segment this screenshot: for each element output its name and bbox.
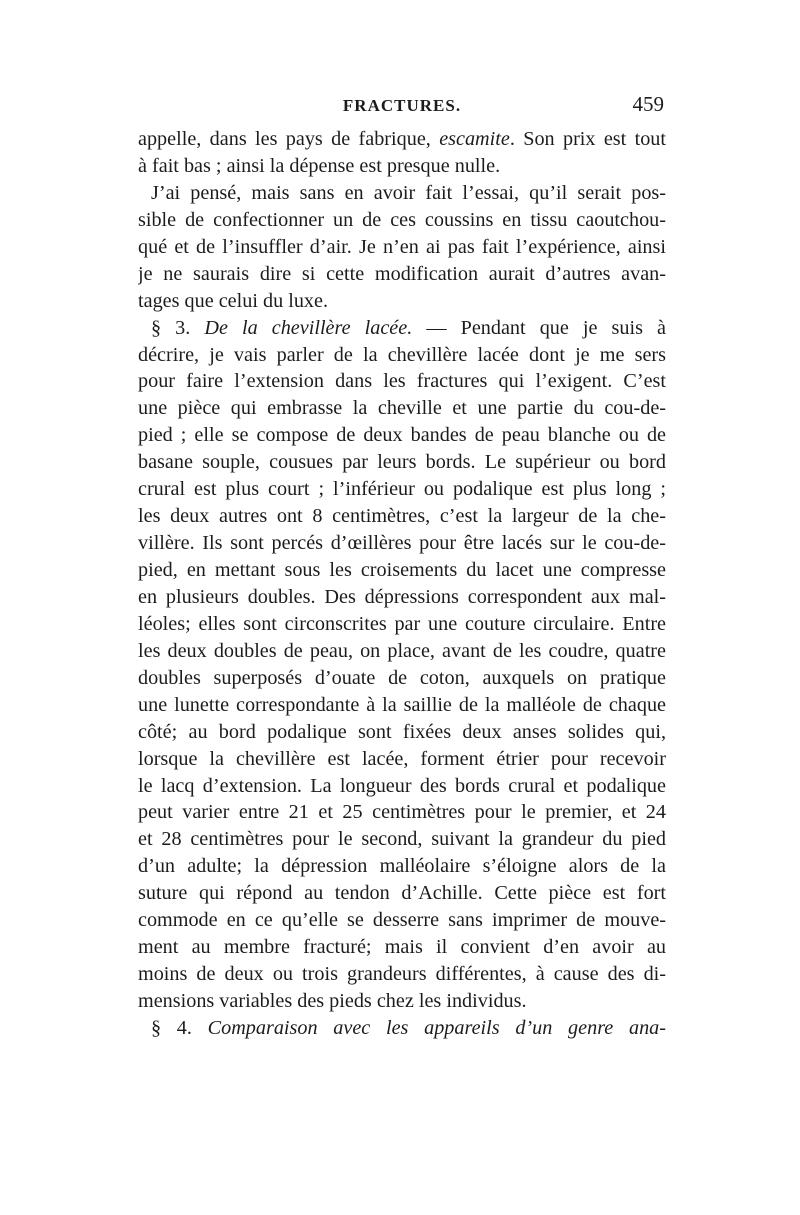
italic-text: escamite	[439, 128, 510, 150]
text-line	[138, 261, 666, 288]
text-segment: basane souple, cousues par leurs bords. Le supérieur ou bord	[138, 451, 666, 474]
text-segment: ment au membre fracturé; mais il convient d’en avoir au	[138, 936, 666, 959]
italic-text: Comparaison avec les appareils d’un genre ana-	[207, 1016, 666, 1039]
text-line	[138, 880, 666, 907]
text-line	[138, 773, 666, 800]
text-line	[138, 449, 666, 476]
text-line	[138, 557, 666, 584]
text-segment: tages que celui du luxe.	[138, 289, 329, 312]
text-segment: une lunette correspondante à la saillie de la malléole de chaque	[138, 693, 666, 716]
text-segment: pied, en mettant sous les croisements du lacet une compresse	[138, 559, 666, 581]
text-line	[138, 422, 666, 449]
text-segment: appelle, dans les pays de fabrique,	[138, 128, 440, 150]
text-segment: peut varier entre 21 et 25 centimètres pour le premier, et 24	[138, 801, 666, 824]
text-segment: à fait bas ; ainsi la dépense est presque nulle.	[138, 154, 501, 177]
running-title: FRACTURES.	[342, 96, 462, 115]
text-line	[138, 288, 666, 315]
text-segment: crural est plus court ; l’inférieur ou podalique est plus long ;	[138, 478, 666, 501]
text-line	[138, 207, 666, 234]
text-segment: le lacq d’extension. La longueur des bords crural et podalique	[138, 774, 666, 797]
text-line	[138, 584, 666, 611]
text-segment: moins de deux ou trois grandeurs différentes, à cause des di-	[138, 963, 666, 986]
text-segment: côté; au bord podalique sont fixées deux anses solides qui,	[138, 720, 666, 743]
text-line	[138, 853, 666, 880]
text-segment: et 28 centimètres pour le second, suivant la grandeur du pied	[138, 828, 666, 851]
text-line	[138, 719, 666, 746]
body-text	[138, 126, 666, 1042]
text-line	[138, 395, 666, 422]
text-segment: sible de confectionner un de ces coussins en tissu caoutchou-	[138, 208, 666, 231]
text-line	[138, 611, 666, 638]
text-line	[138, 368, 666, 395]
text-segment: J’ai pensé, mais sans en avoir fait l’essai, qu’il serait pos-	[151, 181, 666, 204]
running-head	[138, 92, 666, 122]
italic-text: De la chevillère lacée.	[204, 316, 413, 339]
text-line	[138, 826, 666, 853]
text-line	[138, 180, 666, 207]
text-line	[138, 315, 666, 342]
text-line	[138, 503, 666, 530]
text-segment: les deux doubles de peau, on place, avant de les coudre, quatre	[138, 639, 666, 662]
text-line	[138, 961, 666, 988]
text-line	[138, 342, 666, 369]
text-line	[138, 692, 666, 719]
text-line	[138, 234, 666, 261]
text-line	[138, 799, 666, 826]
text-segment: doubles superposés d’ouate de coton, auxquels on pratique	[138, 666, 666, 689]
text-segment: . Son prix est tout	[509, 128, 666, 150]
text-segment: suture qui répond au tendon d’Achille. Cette pièce est fort	[138, 882, 666, 905]
text-line	[138, 988, 666, 1015]
text-segment: — Pendant que je suis à	[412, 316, 666, 339]
text-segment: villère. Ils sont percés d’œillères pour être lacés sur le cou-de-	[138, 532, 666, 555]
text-segment: d’un adulte; la dépression malléolaire s’éloigne alors de la	[138, 855, 666, 878]
text-segment: je ne saurais dire si cette modification aurait d’autres avan-	[138, 262, 666, 285]
text-line	[138, 746, 666, 773]
text-segment: commode en ce qu’elle se desserre sans imprimer de mouve-	[138, 909, 666, 932]
text-segment: une pièce qui embrasse la cheville et une partie du cou-de-	[138, 397, 666, 420]
text-segment: qué et de l’insuffler d’air. Je n’en ai pas fait l’expérience, ainsi	[138, 235, 666, 258]
text-segment: § 3.	[151, 316, 205, 339]
text-segment: décrire, je vais parler de la chevillère lacée dont je me sers	[138, 343, 666, 366]
text-segment: § 4.	[151, 1016, 208, 1039]
text-line	[138, 665, 666, 692]
text-line	[138, 638, 666, 665]
text-line	[138, 934, 666, 961]
text-segment: en plusieurs doubles. Des dépressions correspondent aux mal-	[138, 585, 666, 608]
text-line	[138, 153, 666, 180]
text-segment: pour faire l’extension dans les fractures qui l’exigent. C’est	[138, 370, 666, 393]
text-segment: lorsque la chevillère est lacée, forment étrier pour recevoir	[138, 747, 666, 770]
text-line	[138, 530, 666, 557]
text-segment: pied ; elle se compose de deux bandes de peau blanche ou de	[138, 424, 666, 447]
text-segment: mensions variables des pieds chez les individus.	[138, 990, 527, 1012]
text-line	[138, 1015, 666, 1042]
page-number: 459	[632, 92, 664, 116]
text-segment: léoles; elles sont circonscrites par une couture circulaire. Entre	[138, 612, 666, 635]
text-line	[138, 907, 666, 934]
text-line	[138, 476, 666, 503]
text-segment: les deux autres ont 8 centimètres, c’est la largeur de la che-	[138, 505, 666, 528]
text-line	[138, 126, 666, 153]
